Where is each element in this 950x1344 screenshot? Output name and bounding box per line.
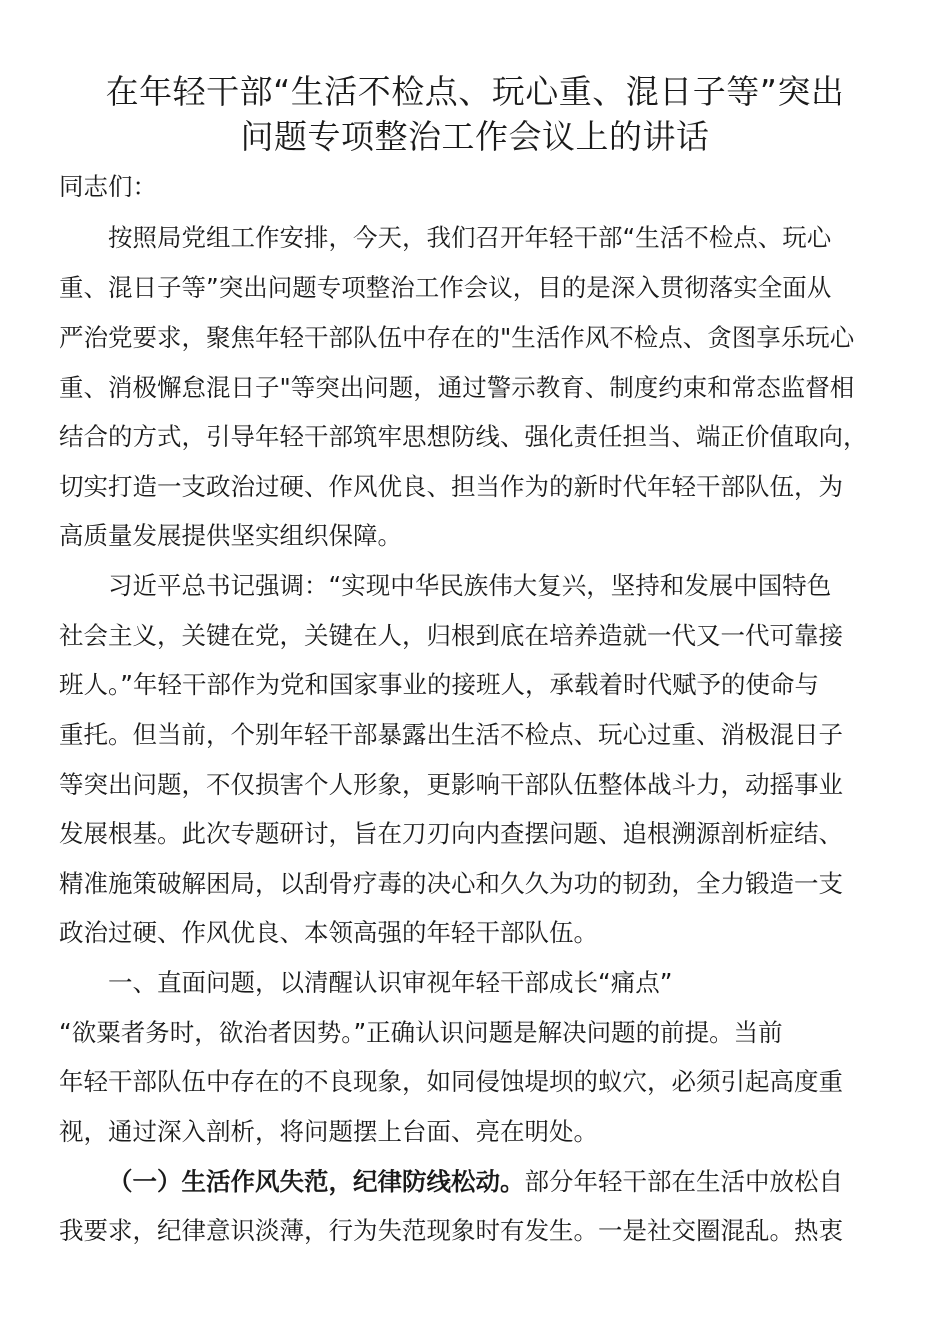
salutation: 同志们： [59,172,157,201]
paragraph-line: 等突出问题，不仅损害个人形象，更影响干部队伍整体战斗力，动摇事业 [59,770,843,799]
paragraph-line: 重托。但当前，个别年轻干部暴露出生活不检点、玩心过重、消极混日子 [59,720,843,749]
subheading-continuation: 部分年轻干部在生活中放松自 [524,1167,843,1196]
paragraph-line: 结合的方式，引导年轻干部筑牢思想防线、强化责任担当、端正价值取向， [59,422,868,451]
paragraph-line: 按照局党组工作安排，今天，我们召开年轻干部“生活不检点、玩心 [108,223,832,252]
paragraph-line: 班人。”年轻干部作为党和国家事业的接班人，承载着时代赋予的使命与 [59,670,819,699]
document-title-line-1: 在年轻干部“生活不检点、玩心重、混日子等”突出 [105,72,845,111]
paragraph-line: 政治过硬、作风优良、本领高强的年轻干部队伍。 [59,918,598,947]
paragraph-line: 年轻干部队伍中存在的不良现象，如同侵蚀堤坝的蚁穴，必须引起高度重 [59,1067,843,1096]
paragraph-line: 发展根基。此次专题研讨，旨在刀刃向内查摆问题、追根溯源剖析症结、 [59,819,843,848]
document-title-line-2: 问题专项整治工作会议上的讲话 [240,117,710,156]
subheading-bold: （一）生活作风失范，纪律防线松动。 [108,1167,525,1196]
paragraph-line: 精准施策破解困局，以刮骨疗毒的决心和久久为功的韧劲，全力锻造一支 [59,869,843,898]
paragraph-line: 严治党要求，聚焦年轻干部队伍中存在的"生活作风不检点、贪图享乐玩心 [59,323,855,352]
paragraph-line: 重、混日子等”突出问题专项整治工作会议，目的是深入贯彻落实全面从 [59,273,832,302]
subheading-line [108,1166,843,1198]
section-heading: 一、直面问题，以清醒认识审视年轻干部成长“痛点” [108,968,673,997]
paragraph-line: 高质量发展提供坚实组织保障。 [59,521,402,550]
paragraph-line: 我要求，纪律意识淡薄，行为失范现象时有发生。一是社交圈混乱。热衷 [59,1216,843,1245]
paragraph-line: 切实打造一支政治过硬、作风优良、担当作为的新时代年轻干部队伍，为 [59,472,843,501]
paragraph-line: 视，通过深入剖析，将问题摆上台面、亮在明处。 [59,1117,598,1146]
paragraph-line: 重、消极懈怠混日子"等突出问题，通过警示教育、制度约束和常态监督相 [59,373,855,402]
paragraph-line: “欲粟者务时，欲治者因势。”正确认识问题是解决问题的前提。当前 [59,1018,783,1047]
paragraph-line: 习近平总书记强调：“实现中华民族伟大复兴，坚持和发展中国特色 [108,571,832,600]
paragraph-line: 社会主义，关键在党，关键在人，归根到底在培养造就一代又一代可靠接 [59,621,843,650]
